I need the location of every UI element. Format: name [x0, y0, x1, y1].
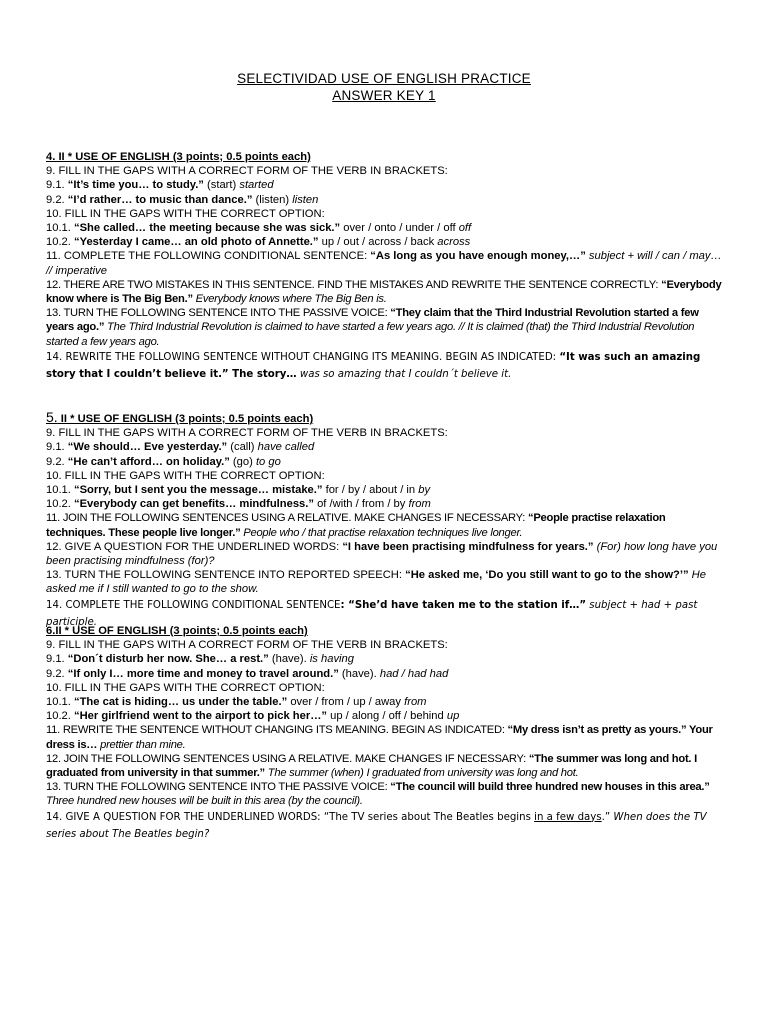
s6-q10-2: 10.2. “Her girlfriend went to the airport to pick her…” up / along / off / behind up [46, 710, 460, 723]
s6-q14: 14. GIVE A QUESTION FOR THE UNDERLINED WORDS: “The TV series about The Beatles begins in a few days.” When does the TV series about The Beatles begin? [46, 811, 707, 840]
s5-q10: 10. FILL IN THE GAPS WITH THE CORRECT OPTION: [46, 469, 325, 482]
s5-q10-1: 10.1. “Sorry, but I sent you the message… mistake.” for / by / about / in by [46, 484, 431, 497]
s6-q11: 11. REWRITE THE SENTENCE WITHOUT CHANGING ITS MEANING. BEGIN AS INDICATED: “My dress isn’t as pretty as yours.” Your dress is… prettier than mine. [46, 724, 713, 751]
s4-q9-1: 9.1. “It’s time you… to study.” (start) started [46, 179, 274, 192]
section-5 [46, 410, 726, 631]
s5-q14: 14. COMPLETE THE FOLLOWING CONDITIONAL SENTENCE: “She’d have taken me to the station if…” subject + had + past participle. [46, 599, 698, 628]
section-4-heading: 4. II * USE OF ENGLISH (3 points; 0.5 points each) [46, 151, 311, 163]
s5-q12: 12. GIVE A QUESTION FOR THE UNDERLINED WORDS: “I have been practising mindfulness for years.” (For) how long have you been practising mindfulness (for)? [46, 540, 718, 568]
document-title: SELECTIVIDAD USE OF ENGLISH PRACTICE [237, 71, 531, 86]
s6-q9-2: 9.2. “If only I… more time and money to travel around.” (have). had / had had [46, 667, 449, 680]
s5-q13: 13. TURN THE FOLLOWING SENTENCE INTO REPORTED SPEECH: “He asked me, ‘Do you still want to go to the show?’” He asked me if I still wanted to go to the show. [46, 569, 706, 596]
s6-q12: 12. JOIN THE FOLLOWING SENTENCES USING A RELATIVE. MAKE CHANGES IF NECESSARY: “The summer was long and hot. I graduated from university in that summer.” The summer (when) I graduated from university was long and hot. [46, 752, 697, 780]
s6-q10-1: 10.1. “The cat is hiding… us under the table.” over / from / up / away from [46, 696, 427, 709]
s4-q9: 9. FILL IN THE GAPS WITH A CORRECT FORM OF THE VERB IN BRACKETS: [46, 165, 448, 178]
s4-q10-2: 10.2. “Yesterday I came… an old photo of Annette.” up / out / across / back across [46, 236, 471, 249]
s5-q9: 9. FILL IN THE GAPS WITH A CORRECT FORM OF THE VERB IN BRACKETS: [46, 427, 448, 440]
s5-q10-2: 10.2. “Everybody can get benefits… mindfulness.” of /with / from / by from [46, 498, 431, 511]
s5-q9-1: 9.1. “We should… Eve yesterday.” (call) have called [46, 441, 315, 454]
s4-q11: 11. COMPLETE THE FOLLOWING CONDITIONAL SENTENCE: “As long as you have enough money,…” subject + will / can / may… // imperative [46, 250, 722, 277]
section-5-heading: 5. II * USE OF ENGLISH (3 points; 0.5 points each) [46, 409, 314, 425]
section-6-heading: 6.II * USE OF ENGLISH (3 points; 0.5 points each) [46, 625, 308, 637]
s6-q9: 9. FILL IN THE GAPS WITH A CORRECT FORM OF THE VERB IN BRACKETS: [46, 639, 448, 652]
s6-q13: 13. TURN THE FOLLOWING SENTENCE INTO THE PASSIVE VOICE: “The council will build three hundred new houses in this area.” Three hundred new houses will be built in this area (by the council). [46, 781, 710, 808]
s4-q10-1: 10.1. “She called… the meeting because she was sick.” over / onto / under / off off [46, 222, 472, 235]
document-subtitle: ANSWER KEY 1 [332, 88, 436, 103]
s4-q14: 14. REWRITE THE FOLLOWING SENTENCE WITHOUT CHANGING ITS MEANING. BEGIN AS INDICATED: “It was such an amazing story that I couldn’t believe it.” The story… was so amazing that I couldn´t believe it. [46, 351, 701, 380]
underlined-words: in a few days [534, 811, 602, 823]
s4-q13: 13. TURN THE FOLLOWING SENTENCE INTO THE PASSIVE VOICE: “They claim that the Third Industrial Revolution started a few years ago.” The Third Industrial Revolution is claimed to have started a few years ago. // It is claimed (that) the Third Industrial Revolution started a few years ago. [46, 307, 699, 348]
section-6 [46, 624, 726, 843]
s6-q9-1: 9.1. “Don´t disturb her now. She… a rest.” (have). is having [46, 653, 354, 666]
s4-q10: 10. FILL IN THE GAPS WITH THE CORRECT OPTION: [46, 207, 325, 220]
section-4 [46, 150, 726, 383]
s5-q9-2: 9.2. “He can’t afford… on holiday.” (go) to go [46, 455, 281, 468]
s5-q11: 11. JOIN THE FOLLOWING SENTENCES USING A RELATIVE. MAKE CHANGES IF NECESSARY: “People practise relaxation techniques. These people live longer.” People who / that practise relaxation techniques live longer. [46, 512, 666, 539]
s6-q10: 10. FILL IN THE GAPS WITH THE CORRECT OPTION: [46, 681, 325, 694]
s4-q12: 12. THERE ARE TWO MISTAKES IN THIS SENTENCE. FIND THE MISTAKES AND REWRITE THE SENTENCE CORRECTLY: “Everybody know where is The Big Ben.” Everybody knows where The Big Ben is. [46, 278, 722, 306]
s4-q9-2: 9.2. “I’d rather… to music than dance.” (listen) listen [46, 193, 319, 206]
